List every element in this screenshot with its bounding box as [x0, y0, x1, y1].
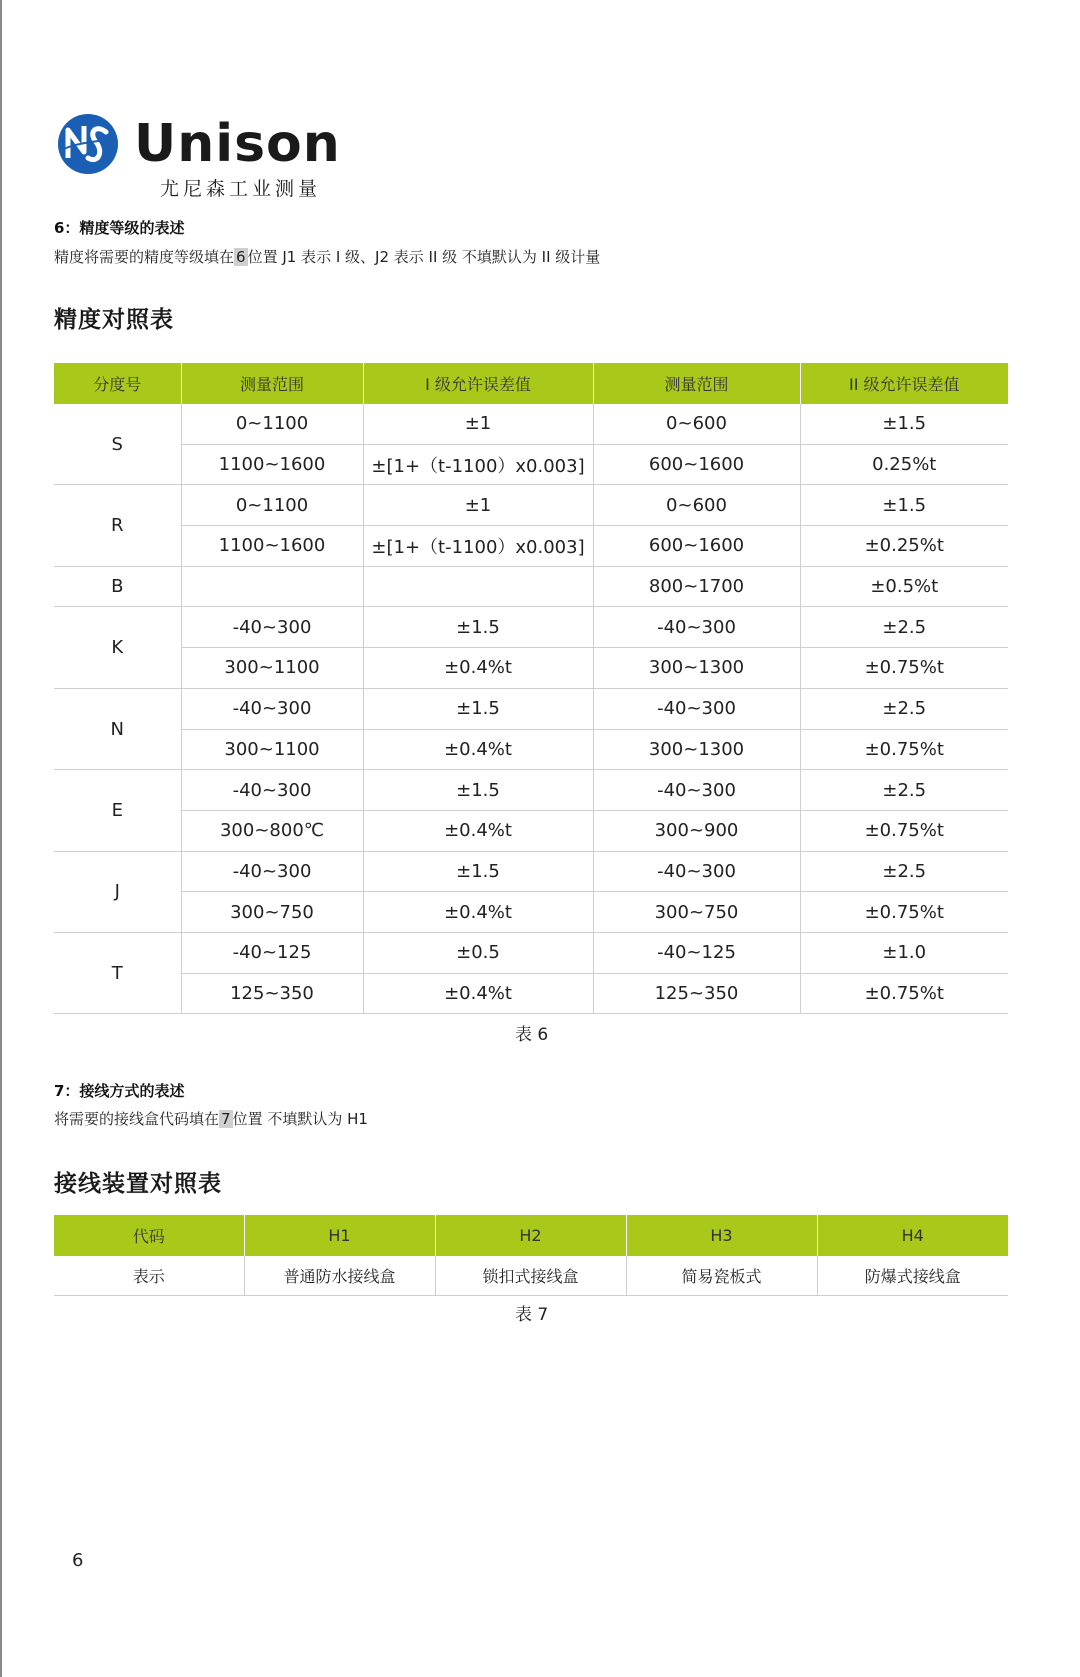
table-cell	[181, 566, 363, 607]
table-cell: 300~750	[181, 892, 363, 933]
table-cell: ±[1+（t-1100）x0.003]	[363, 444, 593, 485]
code-cell: T	[54, 932, 181, 1013]
table-cell: 125~350	[181, 973, 363, 1014]
section6-desc-after: 位置 J1 表示 I 级、J2 表示 II 级 不填默认为 II 级计量	[247, 248, 601, 266]
table-header-row	[54, 1215, 1008, 1256]
table-cell: 600~1600	[593, 526, 800, 567]
table-cell: 1100~1600	[181, 526, 363, 567]
header-cell: 测量范围	[181, 363, 363, 404]
code-cell: N	[54, 688, 181, 769]
section6-desc-before: 精度将需要的精度等级填在	[54, 248, 235, 266]
table-row	[54, 973, 1008, 1014]
table-cell: ±1.0	[800, 932, 1008, 973]
table-cell: 600~1600	[593, 444, 800, 485]
table-row	[54, 485, 1008, 526]
table-row	[54, 688, 1008, 729]
unison-logo-icon	[56, 112, 120, 176]
table-row	[54, 810, 1008, 851]
table-cell	[363, 566, 593, 607]
code-cell: S	[54, 404, 181, 485]
table-row	[54, 729, 1008, 770]
section7-desc-highlight: 7	[221, 1110, 231, 1128]
section7-desc	[54, 1108, 368, 1129]
table-cell: -40~300	[593, 607, 800, 648]
table-cell: ±0.75%t	[800, 892, 1008, 933]
table-cell: ±1.5	[800, 404, 1008, 444]
page-number: 6	[72, 1550, 84, 1571]
table-cell: 300~900	[593, 810, 800, 851]
table-cell: ±1.5	[363, 607, 593, 648]
header-cell: 测量范围	[593, 363, 800, 404]
table-cell: 简易瓷板式	[626, 1256, 817, 1296]
table-cell: ±1.5	[363, 688, 593, 729]
table-cell: 125~350	[593, 973, 800, 1014]
table-row	[54, 526, 1008, 567]
table-cell: 锁扣式接线盒	[435, 1256, 626, 1296]
table-cell: ±0.25%t	[800, 526, 1008, 567]
table-cell: ±0.75%t	[800, 810, 1008, 851]
table6-title: 精度对照表	[54, 307, 174, 333]
table-row	[54, 444, 1008, 485]
table-cell: 300~1300	[593, 729, 800, 770]
table-cell: 表示	[54, 1256, 244, 1296]
table-header-row	[54, 363, 1008, 404]
code-cell: J	[54, 851, 181, 932]
header-cell: I 级允许误差值	[363, 363, 593, 404]
code-cell: R	[54, 485, 181, 566]
table-cell: -40~300	[593, 851, 800, 892]
table-cell: 0.25%t	[800, 444, 1008, 485]
table-cell: ±2.5	[800, 688, 1008, 729]
header-cell: II 级允许误差值	[800, 363, 1008, 404]
table7-title: 接线装置对照表	[54, 1171, 222, 1197]
table-cell: ±1	[363, 485, 593, 526]
table-cell: ±0.4%t	[363, 892, 593, 933]
table-cell: -40~300	[593, 770, 800, 811]
table-cell: -40~300	[181, 851, 363, 892]
logo-wordmark: Unison	[134, 114, 341, 174]
table-cell: ±2.5	[800, 851, 1008, 892]
header-cell: H3	[626, 1215, 817, 1256]
table-cell: ±0.75%t	[800, 648, 1008, 689]
table-cell: -40~300	[181, 770, 363, 811]
header-cell: 分度号	[54, 363, 181, 404]
table-cell: ±2.5	[800, 770, 1008, 811]
table-cell: 800~1700	[593, 566, 800, 607]
table6-caption: 表 6	[515, 1025, 549, 1045]
table-cell: 300~1100	[181, 648, 363, 689]
table-cell: 0~1100	[181, 404, 363, 444]
table-cell: ±2.5	[800, 607, 1008, 648]
section7-desc-after: 位置 不填默认为 H1	[232, 1110, 368, 1128]
table-cell: 300~800℃	[181, 810, 363, 851]
table-row	[54, 404, 1008, 444]
table7-caption: 表 7	[515, 1305, 549, 1325]
table-cell: -40~300	[181, 607, 363, 648]
table-cell: ±1.5	[363, 851, 593, 892]
table-cell: ±0.4%t	[363, 648, 593, 689]
header-cell: H2	[435, 1215, 626, 1256]
table-cell: ±1.5	[800, 485, 1008, 526]
table-cell: 0~600	[593, 485, 800, 526]
table-cell: ±0.4%t	[363, 729, 593, 770]
header-cell: 代码	[54, 1215, 244, 1256]
table-cell: 0~1100	[181, 485, 363, 526]
code-cell: K	[54, 607, 181, 688]
table-cell: ±0.5%t	[800, 566, 1008, 607]
table-row	[54, 892, 1008, 933]
table-row	[54, 1256, 1008, 1296]
logo	[56, 112, 356, 202]
table-cell: 300~1300	[593, 648, 800, 689]
section6-title: 6：精度等级的表述	[54, 219, 185, 237]
table-cell: 300~750	[593, 892, 800, 933]
table-cell: -40~300	[593, 688, 800, 729]
table-cell: -40~300	[181, 688, 363, 729]
section7-title: 7：接线方式的表述	[54, 1082, 185, 1100]
table-row	[54, 607, 1008, 648]
table-cell: ±[1+（t-1100）x0.003]	[363, 526, 593, 567]
table-cell: ±0.75%t	[800, 729, 1008, 770]
table-cell: ±0.5	[363, 932, 593, 973]
header-cell: H4	[817, 1215, 1008, 1256]
logo-subtitle: 尤尼森工业测量	[160, 178, 322, 200]
table-cell: ±1.5	[363, 770, 593, 811]
wiring-table	[54, 1215, 1008, 1296]
table-cell: ±1	[363, 404, 593, 444]
table-row	[54, 932, 1008, 973]
section7-desc-before: 将需要的接线盒代码填在	[54, 1110, 220, 1128]
table-cell: 普通防水接线盒	[244, 1256, 435, 1296]
page-edge	[0, 0, 2, 1677]
table-cell: -40~125	[593, 932, 800, 973]
section6-desc-highlight: 6	[236, 248, 246, 266]
table-cell: 防爆式接线盒	[817, 1256, 1008, 1296]
table-cell: 300~1100	[181, 729, 363, 770]
code-cell: B	[54, 566, 181, 607]
table-cell: -40~125	[181, 932, 363, 973]
accuracy-table	[54, 363, 1008, 1014]
table-cell: 1100~1600	[181, 444, 363, 485]
table-cell: ±0.4%t	[363, 810, 593, 851]
table-cell: 0~600	[593, 404, 800, 444]
header-cell: H1	[244, 1215, 435, 1256]
section6-desc	[54, 246, 600, 267]
table-cell: ±0.4%t	[363, 973, 593, 1014]
table-row	[54, 648, 1008, 689]
table-row	[54, 566, 1008, 607]
table-row	[54, 770, 1008, 811]
code-cell: E	[54, 770, 181, 851]
table-row	[54, 851, 1008, 892]
table-cell: ±0.75%t	[800, 973, 1008, 1014]
